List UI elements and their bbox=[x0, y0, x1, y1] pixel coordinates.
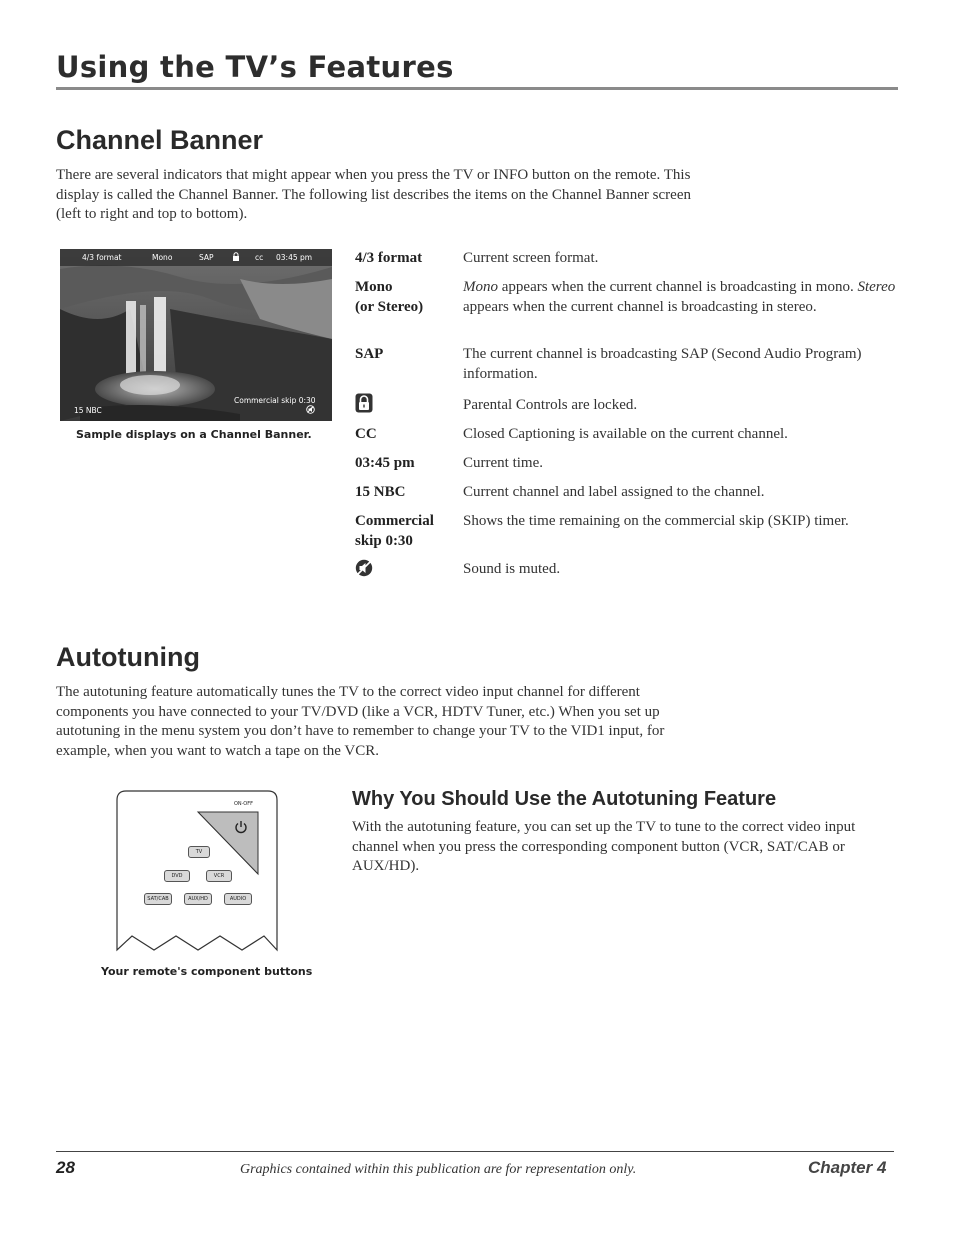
autotuning-subtext: With the autotuning feature, you can set up the TV to tune to the correct video input channel when you press the corresponding component button (VCR, SAT/CAB or AUX/HD). bbox=[352, 819, 856, 875]
footer-rule bbox=[56, 1151, 894, 1152]
remote-illustration bbox=[116, 790, 278, 952]
overlay-cc: cc bbox=[255, 253, 264, 262]
channel-banner-intro: There are several indicators that might appear when you press the TV or INFO button on the remote. This display is called the Channel Banner. The following list describes the items on the Channel Banner screen (left to right and top to bottom). bbox=[56, 167, 691, 223]
term-sap: SAP bbox=[355, 346, 384, 362]
sat-cab-button[interactable]: SAT/CAB bbox=[144, 893, 172, 905]
lock-icon bbox=[355, 393, 373, 413]
page-title: Using the TV’s Features bbox=[56, 50, 454, 84]
overlay-time: 03:45 pm bbox=[276, 253, 313, 262]
term-format: 4/3 format bbox=[355, 250, 423, 266]
autotuning-subheading: Why You Should Use the Autotuning Feature bbox=[352, 788, 777, 810]
chapter-label: Chapter 4 bbox=[808, 1158, 887, 1177]
overlay-sap: SAP bbox=[199, 253, 214, 262]
dvd-button[interactable]: DVD bbox=[164, 870, 190, 882]
term-cc: CC bbox=[355, 426, 377, 442]
def-lock: Parental Controls are locked. bbox=[463, 397, 638, 413]
def-mono-em1: Mono bbox=[463, 279, 498, 295]
def-mono-part2: appears when the current channel is broadcasting in stereo. bbox=[463, 298, 817, 315]
overlay-mute-icon bbox=[306, 405, 315, 414]
def-channel: Current channel and label assigned to the channel. bbox=[463, 484, 765, 500]
aux-hd-button[interactable]: AUX/HD bbox=[184, 893, 212, 905]
overlay-audio: Mono bbox=[152, 253, 173, 262]
term-channel: 15 NBC bbox=[355, 484, 406, 500]
channel-banner-sample-image bbox=[60, 249, 332, 421]
vcr-button[interactable]: VCR bbox=[206, 870, 232, 882]
tv-button[interactable]: TV bbox=[188, 846, 210, 858]
term-time: 03:45 pm bbox=[355, 455, 415, 471]
overlay-lock-icon bbox=[232, 252, 240, 262]
def-format: Current screen format. bbox=[463, 250, 599, 266]
term-skip bbox=[355, 512, 434, 551]
on-off-label: ON·OFF bbox=[234, 801, 253, 807]
term-mono-line2: (or Stereo) bbox=[355, 298, 424, 315]
title-rule bbox=[56, 87, 898, 90]
term-skip-line1: Commercial bbox=[355, 513, 434, 529]
term-mono-line1: Mono bbox=[355, 279, 393, 295]
def-sap: The current channel is broadcasting SAP (Second Audio Program) information. bbox=[463, 346, 862, 382]
term-skip-line2: skip 0:30 bbox=[355, 532, 413, 549]
overlay-channel: 15 NBC bbox=[74, 406, 102, 415]
power-icon bbox=[233, 819, 249, 835]
def-mono-em2: Stereo bbox=[857, 279, 896, 295]
footer-note: Graphics contained within this publication are for representation only. bbox=[240, 1162, 637, 1177]
audio-button[interactable]: AUDIO bbox=[224, 893, 252, 905]
page-number: 28 bbox=[56, 1158, 75, 1177]
banner-caption: Sample displays on a Channel Banner. bbox=[76, 428, 312, 441]
overlay-skip: Commercial skip 0:30 bbox=[234, 396, 316, 405]
def-mono bbox=[463, 278, 903, 317]
term-mono bbox=[355, 278, 423, 317]
channel-banner-heading: Channel Banner bbox=[56, 125, 264, 155]
def-cc: Closed Captioning is available on the current channel. bbox=[463, 426, 788, 442]
autotuning-heading: Autotuning bbox=[56, 642, 200, 672]
remote-caption: Your remote's component buttons bbox=[101, 965, 313, 978]
def-mute: Sound is muted. bbox=[463, 561, 561, 577]
overlay-format: 4/3 format bbox=[82, 253, 122, 262]
def-time: Current time. bbox=[463, 455, 543, 471]
def-mono-part1: appears when the current channel is broadcasting in mono. bbox=[498, 279, 858, 295]
def-skip: Shows the time remaining on the commercial skip (SKIP) timer. bbox=[463, 513, 849, 529]
remote-body bbox=[116, 790, 278, 952]
autotuning-intro: The autotuning feature automatically tunes the TV to the correct video input channel for different components you have connected to your TV/DVD (like a VCR, HDTV Tuner, etc.) When you set up autotuning in the menu system you don’t have to remember to change your TV to the VID1 input, for example, when you want to watch a tape on the VCR. bbox=[56, 684, 665, 760]
mute-icon bbox=[355, 559, 373, 577]
